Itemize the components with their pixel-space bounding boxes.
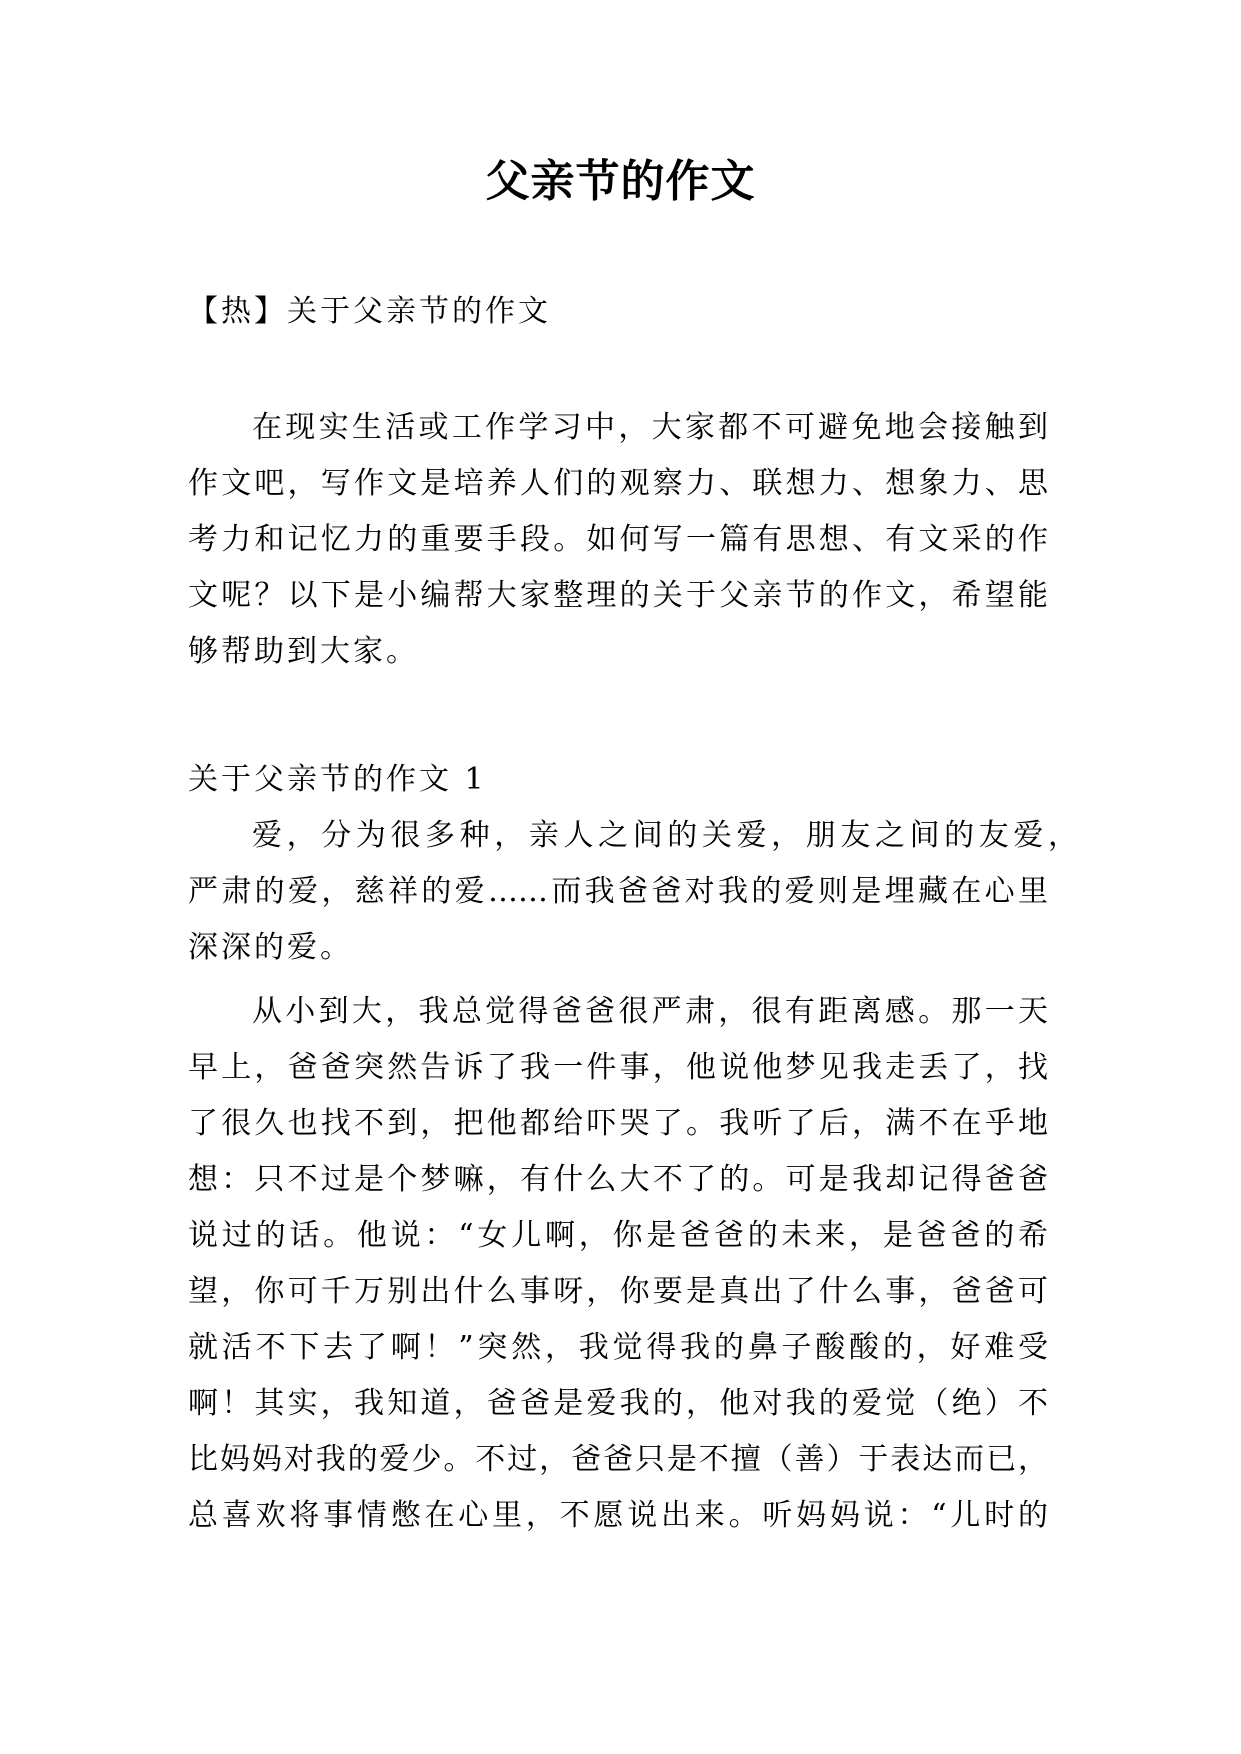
paragraph-line: 啊！其实，我知道，爸爸是爱我的，他对我的爱觉（绝）不 [188,1386,1048,1421]
intro-line: 作文吧，写作文是培养人们的观察力、联想力、想象力、思 [188,466,1048,501]
intro-line: 在现实生活或工作学习中，大家都不可避免地会接触到 [252,410,1048,445]
paragraph-line: 比妈妈对我的爱少。不过，爸爸只是不擅（善）于表达而已， [188,1442,1048,1477]
document-subtitle: 【热】关于父亲节的作文 [188,294,551,329]
paragraph-line: 从小到大，我总觉得爸爸很严肃，很有距离感。那一天 [252,994,1048,1029]
intro-line: 文呢？以下是小编帮大家整理的关于父亲节的作文，希望能 [188,578,1048,613]
paragraph-line: 了很久也找不到，把他都给吓哭了。我听了后，满不在乎地 [188,1106,1048,1141]
paragraph-line: 严肃的爱，慈祥的爱……而我爸爸对我的爱则是埋藏在心里 [188,874,1048,909]
paragraph-line: 想：只不过是个梦嘛，有什么大不了的。可是我却记得爸爸 [188,1162,1048,1197]
paragraph-line: 就活不下去了啊！”突然，我觉得我的鼻子酸酸的，好难受 [188,1330,1048,1365]
paragraph-line: 总喜欢将事情憋在心里，不愿说出来。听妈妈说：“儿时的 [188,1498,1048,1533]
paragraph-line: 早上，爸爸突然告诉了我一件事，他说他梦见我走丢了，找 [188,1050,1048,1085]
paragraph-line: 深深的爱。 [188,930,353,965]
document-title: 父亲节的作文 [485,156,756,207]
paragraph-line: 望，你可千万别出什么事呀，你要是真出了什么事，爸爸可 [188,1274,1048,1309]
paragraph-line: 爱，分为很多种，亲人之间的关爱，朋友之间的友爱， [252,818,1078,853]
intro-line: 考力和记忆力的重要手段。如何写一篇有思想、有文采的作 [188,522,1048,557]
intro-line: 够帮助到大家。 [188,634,419,669]
section-heading: 关于父亲节的作文 1 [188,762,487,797]
paragraph-line: 说过的话。他说：“女儿啊，你是爸爸的未来，是爸爸的希 [188,1218,1048,1253]
